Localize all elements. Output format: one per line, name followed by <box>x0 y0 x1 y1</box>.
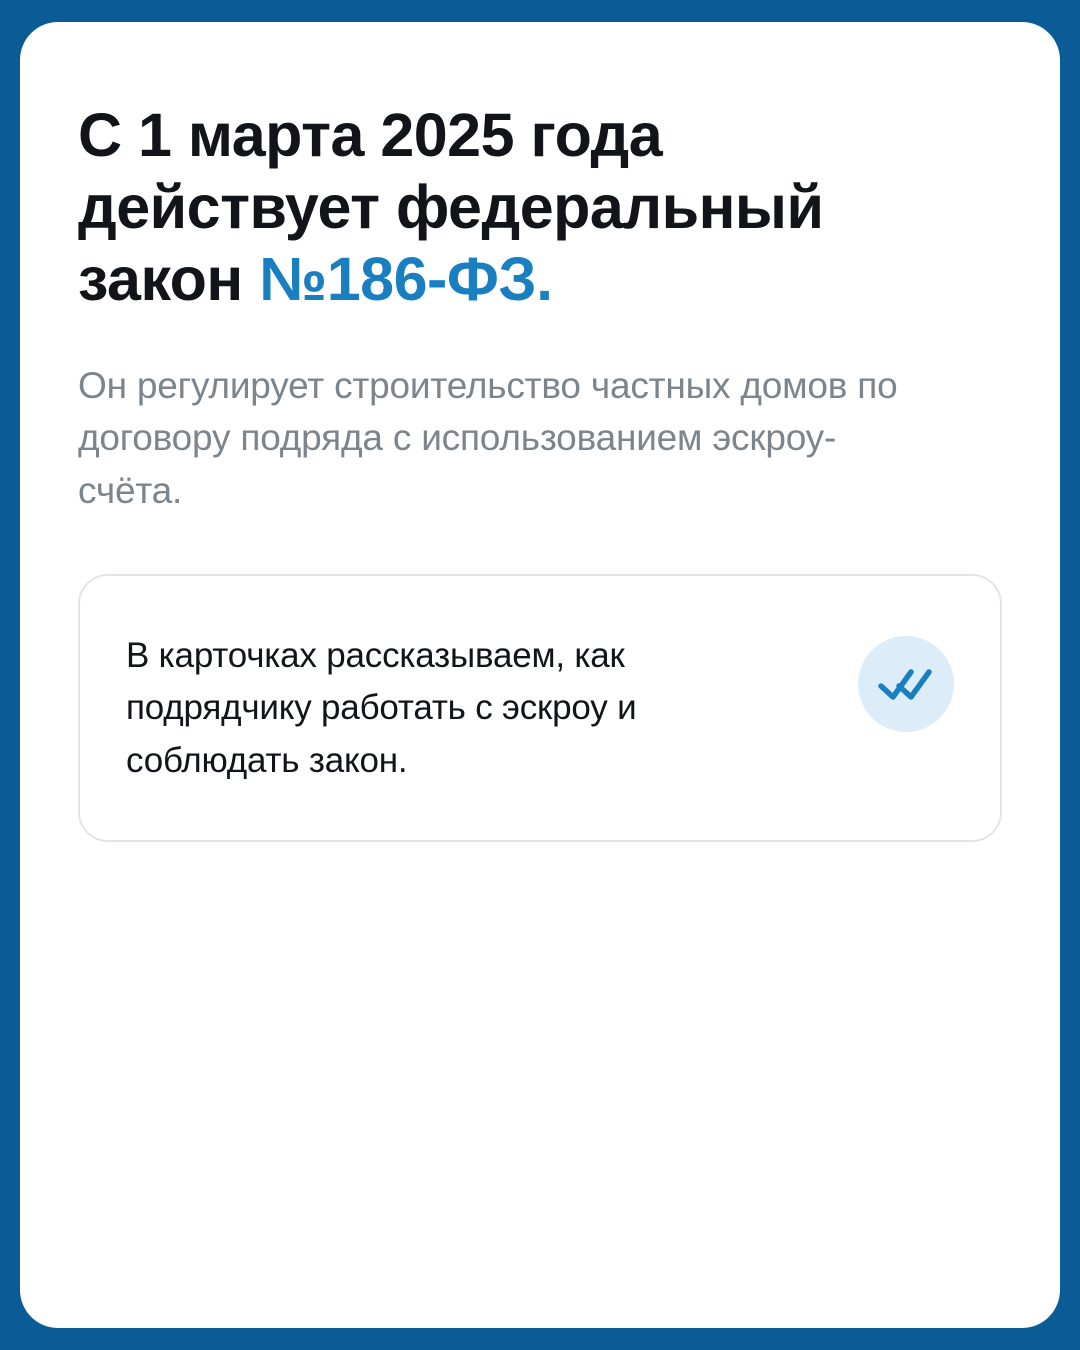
headline-main: С 1 марта 2025 года действует федеральный закон <box>78 101 824 313</box>
info-card <box>78 574 1002 842</box>
subtitle-text: Он регулирует строительство частных домов по договору подряда с использованием эскроу-счёта. <box>78 364 898 511</box>
page-title <box>78 100 878 316</box>
headline-accent: №186-ФЗ. <box>259 244 553 313</box>
info-card-text: В карточках рассказываем, как подрядчику работать с эскроу и соблюдать закон. <box>126 635 637 780</box>
double-check-icon <box>858 636 954 732</box>
slide-container <box>20 22 1060 1328</box>
